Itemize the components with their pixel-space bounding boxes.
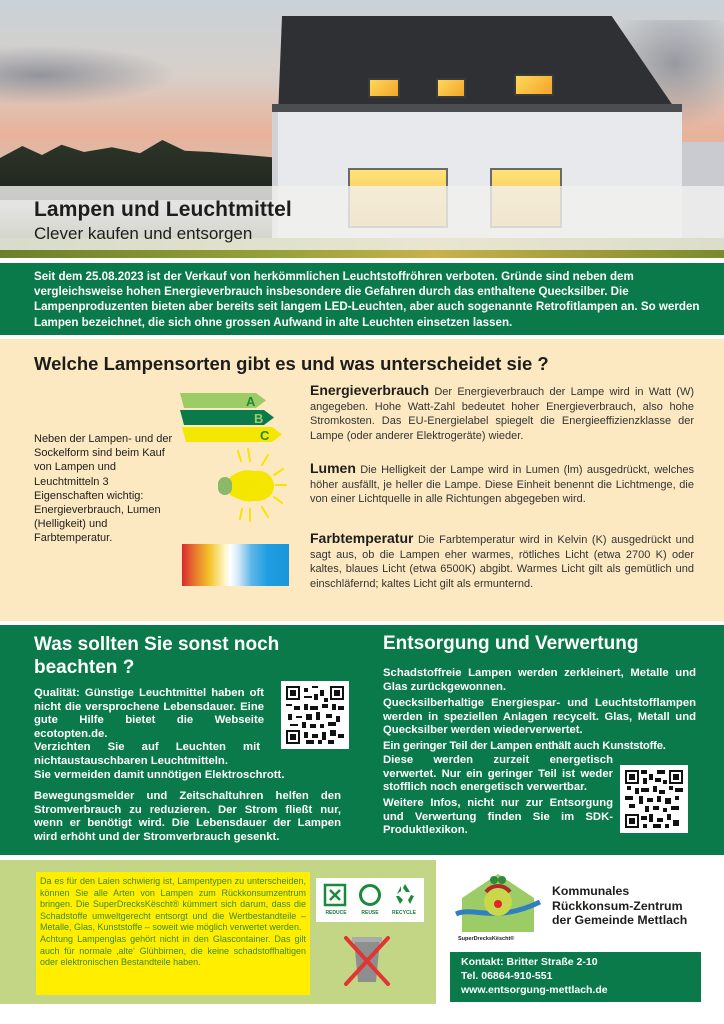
org-line-3: der Gemeinde Mettlach	[552, 913, 688, 928]
recycle-icon	[392, 882, 418, 908]
disposal-plastics: Ein geringer Teil der Lampen enthält auch Kunststoffe.	[383, 740, 666, 752]
tips-disposal-section	[0, 625, 724, 855]
note-panel	[0, 860, 436, 1004]
lamp-types-section	[0, 339, 724, 621]
organization-logo-block	[446, 866, 724, 946]
term-lumen: Lumen	[310, 460, 356, 476]
lead-text: Neben der Lampen- und der Sockelform sind beim Kauf von Lampen und Leuchtmitteln 3 Eigenschaften wichtig: Energieverbrauch, Lumen (Helligkeit) und Farbtemperatur.	[34, 433, 173, 545]
energy-class-a-label: A	[246, 394, 256, 409]
recycle-label: RECYCLE	[392, 910, 416, 916]
disposal-plastics-detail: Diese werden zurzeit energetisch verwertet. Nur ein geringer Teil ist weder stofflich noch energetisch verwertbar.	[383, 754, 613, 794]
description-energy	[310, 383, 694, 443]
disposal-more-info: Weitere Infos, nicht nur zur Entsorgung und Verwertung finden Sie im SDK-Produktlexikon.	[383, 797, 613, 837]
qr-code-ecotopten[interactable]	[281, 681, 349, 749]
energy-label-icon	[180, 391, 290, 449]
intro-text: Seit dem 25.08.2023 ist der Verkauf von herkömmlichen Leuchtstoffröhren verboten. Gründe sind neben dem vergleichsweise hohen Energieverbrauch insbesondere die Gefahren durch das enthaltene Quecksilber. Die Lampenproduzenten bieten aber bereits seit langem LED-Leuchten, aber auch sogenannte Retrofitlampen an. So werden Lampen bezeichnet, die sich ohne grossen Aufwand in alte Leuchten einsetzen lassen.	[34, 270, 700, 329]
qr-code-sdk-lexikon[interactable]	[620, 765, 688, 833]
description-color-temperature	[310, 531, 694, 591]
note-warning: Achtung Lampenglas gehört nicht in den Glascontainer. Das gilt auch für normale ‚alte‘ Glühbirnen, die keine schadstoffhaltigen oder elektronischen Bestandteile haben.	[40, 933, 306, 968]
superdreckskescht-logo	[454, 872, 544, 936]
tip-replaceable: Verzichten Sie auf Leuchten mit nichtaustauschbaren Leuchtmitteln.	[34, 741, 260, 767]
text-energy: Der Energieverbrauch der Lampe wird in Watt (W) angegeben. Hohe Watt-Zahl bedeutet hoher Energieverbrauch, also hohe Stromkosten. Das EU-Energielabel spiegelt die Energieeffizienzklasse der Lampe (oder anderer Elektrogeräte) wieder.	[310, 386, 694, 442]
intro-banner	[0, 263, 724, 335]
reduce-label: REDUCE	[325, 910, 347, 916]
text-color-temperature: Die Farbtemperatur wird in Kelvin (K) ausgedrückt und sagt aus, ob die Lampen eher warmes, rötliches Licht (etwa 2700 K) oder kaltes, blaues Licht (etwa 6500K) abgibt. Warmes Licht gilt als gemütlich und einschläfernd; kaltes Licht gilt als ermunternd.	[310, 534, 694, 590]
org-line-2: Rückkonsum-Zentrum	[552, 898, 683, 913]
reuse-icon	[357, 882, 383, 908]
reuse-label: REUSE	[361, 910, 379, 916]
reduce-icon	[322, 882, 348, 908]
disposal-harmless: Schadstoffreie Lampen werden zerkleinert, Metalle und Glas zurückgewonnen.	[383, 667, 696, 693]
qr-code-icon	[625, 770, 683, 828]
tip-quality: Qualität: Günstige Leuchtmittel haben oft nicht die versprochene Lebensdauer. Eine gute Hilfe bietet die Webseite ecotopten.de.	[34, 687, 264, 740]
crossed-trash-bin-icon	[342, 932, 392, 988]
color-temperature-spectrum	[182, 544, 289, 586]
note-box	[36, 872, 310, 995]
house-roof	[278, 16, 680, 116]
term-energy: Energieverbrauch	[310, 382, 430, 398]
logo-caption: SuperDrecksKëscht®	[458, 936, 515, 942]
tip-motion-sensors: Bewegungsmelder und Zeitschaltuhren helfen den Stromverbrauch zu reduzieren. Der Strom fließt nur, wenn er benötigt wird. Die Lebensdauer der Lampen wird erhöht und der Stromverbrauch gesenkt.	[34, 790, 341, 843]
energy-class-c-label: C	[260, 428, 270, 443]
section-heading: Welche Lampensorten gibt es und was unterscheidet sie ?	[34, 353, 549, 374]
skylight	[436, 78, 466, 98]
contact-website-link[interactable]: www.entsorgung-mettlach.de	[461, 983, 608, 996]
light-bulb-icon	[208, 447, 288, 527]
skylight	[368, 78, 400, 98]
page-title: Lampen und Leuchtmittel	[34, 198, 292, 221]
contact-phone[interactable]: Tel. 06864-910-551	[461, 969, 553, 982]
skylight	[514, 74, 554, 96]
disposal-heading: Entsorgung und Verwertung	[383, 633, 639, 654]
page-subtitle: Clever kaufen und entsorgen	[34, 224, 253, 243]
reduce-reuse-recycle-badge	[316, 878, 424, 922]
tip-replaceable-note: Sie vermeiden damit unnötigen Elektroschrott.	[34, 769, 285, 781]
qr-code-icon	[286, 686, 344, 744]
tips-heading: Was sollten Sie sonst noch beachten ?	[34, 634, 280, 678]
sky-clouds	[0, 40, 200, 110]
description-lumen	[310, 461, 694, 507]
energy-class-b-label: B	[254, 411, 264, 426]
organization-name	[552, 884, 687, 928]
term-color-temperature: Farbtemperatur	[310, 530, 414, 546]
note-text: Da es für den Laien schwierig ist, Lampentypen zu unterscheiden, können Sie alle Arten von Lampen zum Rückkonsumzentrum bringen. Die SuperDrecksKëscht® kümmert sich darum, dass die Schadstoffe umweltgerecht entsorgt und die Wertbestandteile – Metalle, Glas, Kunststoffe – soweit wie möglich verwertet werden.	[40, 876, 306, 933]
org-line-1: Kommunales	[552, 884, 630, 898]
contact-address: Kontakt: Britter Straße 2-10	[461, 956, 598, 968]
text-lumen: Die Helligkeit der Lampe wird in Lumen (lm) ausgedrückt, welches höher ausfällt, je heller die Lampe. Diese Einheit benennt die Lichtmenge, die von einer Lichtquelle in alle Richtungen abgegeben wird.	[310, 464, 694, 506]
contact-box	[450, 952, 701, 1002]
disposal-mercury: Quecksilberhaltige Energiespar- und Leuchtstofflampen werden in speziellen Anlagen recycelt. Glas, Metall und Quecksilber werden wiederverwertet.	[383, 697, 696, 737]
